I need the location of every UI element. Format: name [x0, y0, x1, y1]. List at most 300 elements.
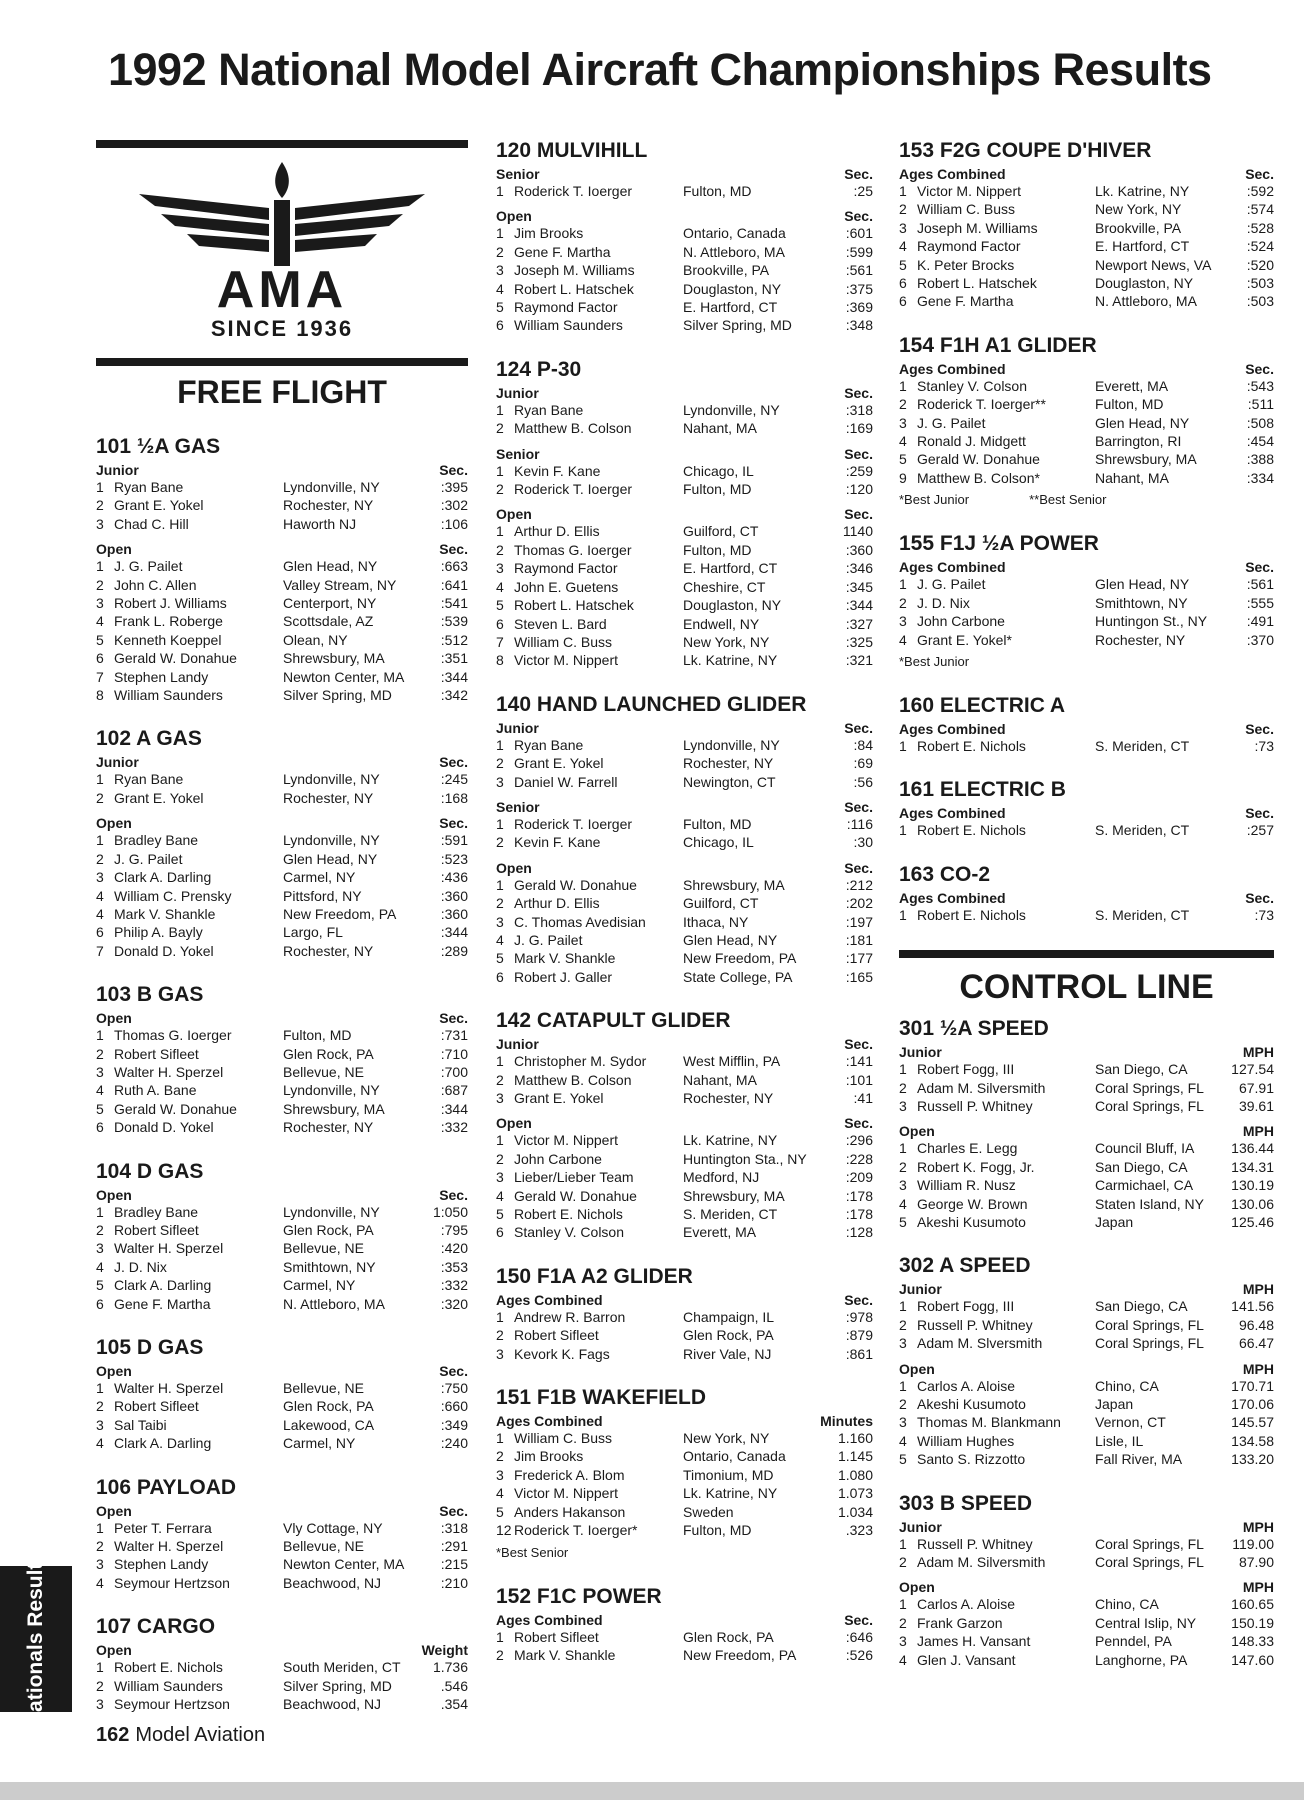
table-row — [496, 480, 873, 498]
score-cell: :73 — [1254, 906, 1274, 923]
table-row — [496, 1503, 873, 1521]
rank-cell: 2 — [899, 594, 907, 611]
group-label: Senior — [496, 166, 540, 182]
location-cell: Sweden — [683, 1503, 734, 1520]
location-cell: Coral Springs, FL — [1095, 1554, 1204, 1571]
score-cell: :344 — [440, 1100, 468, 1117]
table-row — [496, 1628, 873, 1646]
events-list — [899, 138, 1274, 924]
score-cell: :197 — [845, 913, 873, 930]
rank-cell: 6 — [96, 924, 104, 941]
name-cell: William Saunders — [114, 1677, 223, 1694]
event-title: 104 D GAS — [96, 1159, 204, 1183]
score-cell: :25 — [853, 183, 873, 199]
rank-cell: 3 — [96, 1416, 104, 1433]
name-cell: Victor M. Nippert — [514, 1485, 618, 1502]
table-row — [96, 1555, 468, 1573]
score-cell: :491 — [1246, 613, 1274, 630]
table-row — [496, 894, 873, 912]
name-cell: Seymour Hertzson — [114, 1574, 230, 1591]
rank-cell: 3 — [496, 913, 504, 930]
location-cell: Centerport, NY — [283, 595, 377, 612]
name-cell: Russell P. Whitney — [917, 1316, 1033, 1333]
group-header — [496, 166, 873, 182]
group-label: Open — [96, 1010, 132, 1027]
group-header — [96, 1503, 468, 1519]
rank-cell: 6 — [96, 1295, 104, 1312]
name-cell: Adam M. Slversmith — [917, 1335, 1043, 1352]
rank-cell: 4 — [899, 1432, 907, 1449]
table-row — [496, 541, 873, 559]
result-group — [496, 1292, 873, 1363]
rank-cell: 2 — [496, 541, 504, 558]
score-cell: 127.54 — [1231, 1061, 1274, 1078]
score-cell: :561 — [845, 262, 873, 279]
score-cell: 170.71 — [1231, 1377, 1274, 1394]
location-cell: Brookville, PA — [1095, 219, 1182, 236]
table-row — [96, 515, 468, 533]
table-row — [496, 1646, 873, 1664]
location-cell: Fulton, MD — [683, 481, 752, 498]
location-cell: Shrewsbury, MA — [683, 1187, 785, 1204]
location-cell: Lyndonville, NY — [683, 736, 780, 753]
location-cell: Chicago, IL — [683, 462, 754, 479]
location-cell: Glen Rock, PA — [683, 1628, 774, 1645]
name-cell: William Saunders — [514, 317, 623, 334]
table-row — [96, 942, 468, 960]
table-row — [899, 414, 1274, 432]
score-cell: :641 — [440, 576, 468, 593]
event-block — [496, 692, 873, 986]
score-cell: 1.034 — [837, 1503, 873, 1520]
name-cell: Jim Brooks — [514, 225, 584, 242]
rank-cell: 3 — [96, 1063, 104, 1080]
name-cell: John Carbone — [917, 613, 1005, 630]
name-cell: Philip A. Bayly — [114, 924, 203, 941]
table-row — [96, 686, 468, 704]
events-list — [899, 1016, 1274, 1669]
result-group — [496, 1413, 873, 1539]
group-label: Ages Combined — [496, 1413, 603, 1430]
score-cell: :165 — [845, 968, 873, 985]
group-header — [96, 462, 468, 478]
score-cell: :178 — [845, 1206, 873, 1223]
score-cell: :731 — [440, 1027, 468, 1044]
score-cell: :296 — [845, 1132, 873, 1149]
table-row — [496, 773, 873, 791]
ama-logo — [96, 140, 468, 366]
location-cell: E. Hartford, CT — [683, 299, 778, 316]
score-cell: :520 — [1246, 256, 1274, 273]
event-title: 151 F1B WAKEFIELD — [496, 1386, 707, 1410]
table-row — [496, 651, 873, 669]
name-cell: Santo S. Rizzotto — [917, 1451, 1026, 1468]
table-row — [496, 1131, 873, 1149]
location-cell: San Diego, CA — [1095, 1061, 1188, 1078]
group-unit: Sec. — [844, 1291, 873, 1308]
location-cell: Vly Cottage, NY — [283, 1519, 383, 1536]
rank-cell: 1 — [496, 815, 504, 832]
score-cell: :574 — [1246, 201, 1274, 218]
name-cell: J. G. Pailet — [514, 931, 583, 948]
score-cell: 148.33 — [1231, 1633, 1274, 1650]
group-header — [96, 1187, 468, 1203]
table-row — [899, 1395, 1274, 1413]
event-title: 120 MULVIHILL — [496, 139, 648, 162]
event-block — [899, 333, 1274, 509]
rank-cell: 4 — [496, 280, 504, 297]
name-cell: Victor M. Nippert — [917, 183, 1021, 199]
score-cell: :318 — [845, 401, 873, 418]
rank-cell: 1 — [496, 183, 504, 199]
location-cell: Shrewsbury, MA — [283, 1100, 385, 1117]
rank-cell: 2 — [496, 895, 504, 912]
group-header — [899, 1361, 1274, 1377]
score-cell: :332 — [440, 1277, 468, 1294]
page-footer — [96, 1724, 265, 1747]
name-cell: Roderick T. Ioerger — [514, 183, 633, 199]
location-cell: Lyndonville, NY — [283, 1082, 380, 1099]
group-unit: Sec. — [1245, 889, 1274, 906]
group-unit: Sec. — [844, 208, 873, 225]
free-flight-heading: FREE FLIGHT — [177, 374, 387, 410]
score-cell: :646 — [845, 1628, 873, 1645]
rank-cell: 2 — [96, 576, 104, 593]
name-cell: K. Peter Brocks — [917, 256, 1015, 273]
events-list — [496, 138, 873, 1664]
rank-cell: 2 — [899, 1158, 907, 1175]
name-cell: Stanley V. Colson — [514, 1224, 624, 1241]
result-group — [96, 1503, 468, 1593]
rank-cell: 1 — [899, 183, 907, 199]
score-cell: :212 — [845, 876, 873, 893]
group-header — [899, 1519, 1274, 1535]
event-title: 150 F1A A2 GLIDER — [496, 1264, 693, 1288]
score-cell: :524 — [1246, 238, 1274, 255]
table-row — [96, 1379, 468, 1397]
group-label: Ages Combined — [899, 360, 1006, 377]
table-row — [899, 219, 1274, 237]
table-row — [96, 1677, 468, 1695]
table-row — [96, 1063, 468, 1081]
event-block — [899, 138, 1274, 311]
score-cell: :523 — [440, 850, 468, 867]
event-title: 107 CARGO — [96, 1615, 216, 1639]
rank-cell: 3 — [496, 262, 504, 279]
score-cell: :73 — [1254, 737, 1274, 754]
rank-cell: 1 — [899, 576, 907, 593]
score-cell: :395 — [440, 479, 468, 495]
score-cell: :375 — [845, 280, 873, 297]
group-unit: MPH — [1242, 1518, 1274, 1535]
table-row — [899, 1651, 1274, 1669]
score-cell: 141.56 — [1231, 1298, 1274, 1315]
event-title: 103 B GAS — [96, 983, 204, 1007]
group-header — [96, 1010, 468, 1026]
location-cell: Fulton, MD — [683, 541, 752, 558]
rank-cell: 1 — [899, 1377, 907, 1394]
table-row — [496, 1205, 873, 1223]
score-cell: :56 — [853, 773, 873, 790]
event-title: 163 CO-2 — [899, 862, 991, 886]
rank-cell: 2 — [96, 1538, 104, 1555]
group-unit: Sec. — [844, 506, 873, 523]
group-label: Open — [96, 1642, 132, 1659]
rank-cell: 6 — [496, 317, 504, 334]
table-row — [496, 243, 873, 261]
name-cell: Russell P. Whitney — [917, 1535, 1033, 1552]
event-notes — [899, 653, 1274, 671]
location-cell: S. Meriden, CT — [1095, 822, 1190, 839]
table-row — [96, 1100, 468, 1118]
name-cell: Anders Hakanson — [514, 1503, 626, 1520]
name-cell: George W. Brown — [917, 1195, 1028, 1212]
score-cell: :879 — [845, 1327, 873, 1344]
group-header — [96, 815, 468, 831]
group-label: Open — [496, 208, 532, 225]
location-cell: Coral Springs, FL — [1095, 1079, 1204, 1096]
table-row — [496, 1089, 873, 1107]
table-row — [96, 789, 468, 807]
score-cell: :334 — [1246, 469, 1274, 486]
name-cell: Matthew B. Colson — [514, 420, 632, 437]
group-label: Senior — [496, 798, 540, 815]
rank-cell: 4 — [899, 1651, 907, 1668]
rank-cell: 2 — [96, 1677, 104, 1694]
result-group — [96, 1010, 468, 1136]
group-unit: Sec. — [1245, 805, 1274, 822]
name-cell: Grant E. Yokel* — [917, 631, 1012, 648]
table-row — [899, 469, 1274, 487]
rank-cell: 6 — [96, 1119, 104, 1136]
group-header — [899, 721, 1274, 737]
rank-cell: 4 — [496, 931, 504, 948]
score-cell: :511 — [1247, 396, 1274, 413]
location-cell: Everett, MA — [1095, 377, 1169, 394]
location-cell: Lyndonville, NY — [283, 832, 380, 849]
group-header — [899, 1281, 1274, 1297]
event-block — [899, 531, 1274, 671]
table-row — [899, 1316, 1274, 1334]
name-cell: Robert E. Nichols — [917, 737, 1026, 754]
location-cell: Fall River, MA — [1095, 1451, 1183, 1468]
name-cell: Russell P. Whitney — [917, 1097, 1033, 1114]
name-cell: William C. Buss — [514, 1430, 613, 1447]
rank-cell: 2 — [96, 789, 104, 806]
event-title: 142 CATAPULT GLIDER — [496, 1009, 731, 1033]
table-row — [96, 770, 468, 788]
name-cell: Donald D. Yokel — [114, 942, 214, 959]
rank-cell: 1 — [96, 771, 104, 788]
location-cell: Guilford, CT — [683, 895, 759, 912]
score-cell: :106 — [440, 515, 468, 532]
name-cell: Raymond Factor — [514, 299, 618, 316]
table-row — [96, 1203, 468, 1221]
result-group — [899, 1123, 1274, 1231]
location-cell: Shrewsbury, MA — [683, 876, 785, 893]
group-label: Ages Combined — [899, 805, 1006, 822]
rank-cell: 4 — [899, 433, 907, 450]
table-row — [496, 1466, 873, 1484]
table-row — [496, 1521, 873, 1539]
rank-cell: 1 — [496, 523, 504, 540]
location-cell: Haworth NJ — [283, 515, 357, 532]
score-cell: :436 — [440, 869, 468, 886]
group-header — [496, 860, 873, 876]
event-title: 155 F1J ½A POWER — [899, 532, 1099, 556]
result-group — [899, 1044, 1274, 1115]
group-unit: MPH — [1242, 1044, 1274, 1061]
location-cell: S. Meriden, CT — [1095, 737, 1190, 754]
table-row — [899, 274, 1274, 292]
table-row — [899, 1158, 1274, 1176]
location-cell: Bellevue, NE — [283, 1063, 364, 1080]
location-cell: Newton Center, MA — [283, 668, 405, 685]
score-cell: :541 — [440, 595, 468, 612]
score-cell: :177 — [845, 950, 873, 967]
name-cell: Mark V. Shankle — [514, 950, 616, 967]
location-cell: S. Meriden, CT — [1095, 906, 1190, 923]
score-cell: :601 — [845, 225, 873, 242]
name-cell: Kevin F. Kane — [514, 462, 601, 479]
score-cell: :69 — [853, 755, 873, 772]
note-text: *Best Senior — [496, 1544, 569, 1560]
name-cell: Matthew B. Colson* — [917, 469, 1040, 486]
score-cell: 136.44 — [1231, 1140, 1274, 1157]
name-cell: Kevork K. Fags — [514, 1345, 610, 1362]
group-header — [496, 720, 873, 736]
score-cell: :215 — [440, 1556, 468, 1573]
name-cell: William C. Prensky — [114, 887, 232, 904]
rank-cell: 2 — [96, 850, 104, 867]
score-cell: 1:050 — [432, 1203, 468, 1220]
table-row — [496, 1071, 873, 1089]
name-cell: Clark A. Darling — [114, 1435, 212, 1452]
group-unit: MPH — [1242, 1281, 1274, 1298]
score-cell: :351 — [440, 650, 468, 667]
rank-cell: 2 — [899, 1079, 907, 1096]
table-row — [496, 1308, 873, 1326]
name-cell: Ryan Bane — [514, 736, 584, 753]
location-cell: Central Islip, NY — [1095, 1614, 1197, 1631]
table-row — [899, 395, 1274, 413]
rank-cell: 1 — [96, 1380, 104, 1396]
table-row — [496, 419, 873, 437]
table-row — [899, 1195, 1274, 1213]
location-cell: Lyndonville, NY — [283, 479, 380, 495]
group-unit: Sec. — [439, 1363, 468, 1379]
result-group — [96, 462, 468, 533]
location-cell: Barrington, RI — [1095, 433, 1182, 450]
result-group — [96, 1363, 468, 1453]
table-row — [496, 949, 873, 967]
location-cell: Pittsford, NY — [283, 887, 362, 904]
column-middle — [496, 138, 873, 1664]
event-block — [96, 726, 468, 960]
score-cell: :259 — [845, 462, 873, 479]
score-cell: :168 — [440, 789, 468, 806]
rank-cell: 3 — [96, 515, 104, 532]
location-cell: N. Attleboro, MA — [1095, 293, 1197, 310]
result-group — [96, 1187, 468, 1313]
rank-cell: 3 — [899, 1414, 907, 1431]
location-cell: Douglaston, NY — [683, 280, 782, 297]
score-cell: 39.61 — [1238, 1097, 1274, 1114]
rank-cell: 4 — [96, 887, 104, 904]
result-group — [96, 754, 468, 807]
name-cell: William Hughes — [917, 1432, 1015, 1449]
location-cell: Medford, NJ — [683, 1169, 760, 1186]
rank-cell: 5 — [899, 1451, 907, 1468]
table-row — [899, 256, 1274, 274]
table-row — [96, 1434, 468, 1452]
score-cell: :503 — [1246, 293, 1274, 310]
rank-cell: 9 — [899, 469, 907, 486]
score-cell: 1140 — [842, 523, 873, 540]
score-cell: :41 — [853, 1090, 873, 1106]
location-cell: Beachwood, NJ — [283, 1696, 382, 1713]
group-label: Open — [96, 1363, 132, 1379]
result-group — [496, 799, 873, 852]
rank-cell: 5 — [899, 451, 907, 468]
table-row — [899, 450, 1274, 468]
name-cell: Gerald W. Donahue — [917, 451, 1040, 468]
table-row — [496, 1187, 873, 1205]
note-text: **Best Senior — [1029, 492, 1107, 508]
name-cell: J. G. Pailet — [114, 850, 183, 867]
name-cell: Robert E. Nichols — [917, 906, 1026, 923]
group-label: Junior — [96, 462, 139, 478]
name-cell: Seymour Hertzson — [114, 1696, 230, 1713]
score-cell: :344 — [440, 668, 468, 685]
score-cell: :344 — [845, 597, 873, 614]
column-left — [96, 138, 468, 1713]
name-cell: Grant E. Yokel — [114, 789, 204, 806]
location-cell: Shrewsbury, MA — [283, 650, 385, 667]
score-cell: .354 — [440, 1696, 468, 1713]
location-cell: Lyndonville, NY — [683, 401, 780, 418]
group-unit: Sec. — [844, 1611, 873, 1628]
event-block — [96, 1614, 468, 1713]
name-cell: J. G. Pailet — [114, 558, 183, 575]
rank-cell: 1 — [496, 1430, 504, 1447]
group-unit: Sec. — [844, 859, 873, 876]
group-unit: Sec. — [844, 719, 873, 736]
score-cell: :30 — [853, 834, 873, 851]
page-number: 162 — [96, 1724, 130, 1746]
result-group — [899, 721, 1274, 755]
name-cell: Steven L. Bard — [514, 615, 607, 632]
rank-cell: 2 — [96, 1045, 104, 1062]
group-label: Junior — [496, 384, 539, 401]
score-cell: :320 — [440, 1295, 468, 1312]
location-cell: Champaign, IL — [683, 1308, 775, 1325]
table-row — [96, 496, 468, 514]
result-group — [96, 815, 468, 960]
group-header — [899, 1579, 1274, 1595]
group-label: Open — [96, 815, 132, 832]
table-row — [899, 1432, 1274, 1450]
score-cell: :508 — [1246, 414, 1274, 431]
score-cell: :332 — [440, 1119, 468, 1136]
table-row — [496, 913, 873, 931]
group-label: Junior — [899, 1044, 942, 1061]
score-cell: :663 — [440, 558, 468, 575]
rank-cell: 1 — [496, 736, 504, 753]
rank-cell: 1 — [496, 225, 504, 242]
result-group — [496, 166, 873, 200]
group-unit: Sec. — [844, 1036, 873, 1053]
